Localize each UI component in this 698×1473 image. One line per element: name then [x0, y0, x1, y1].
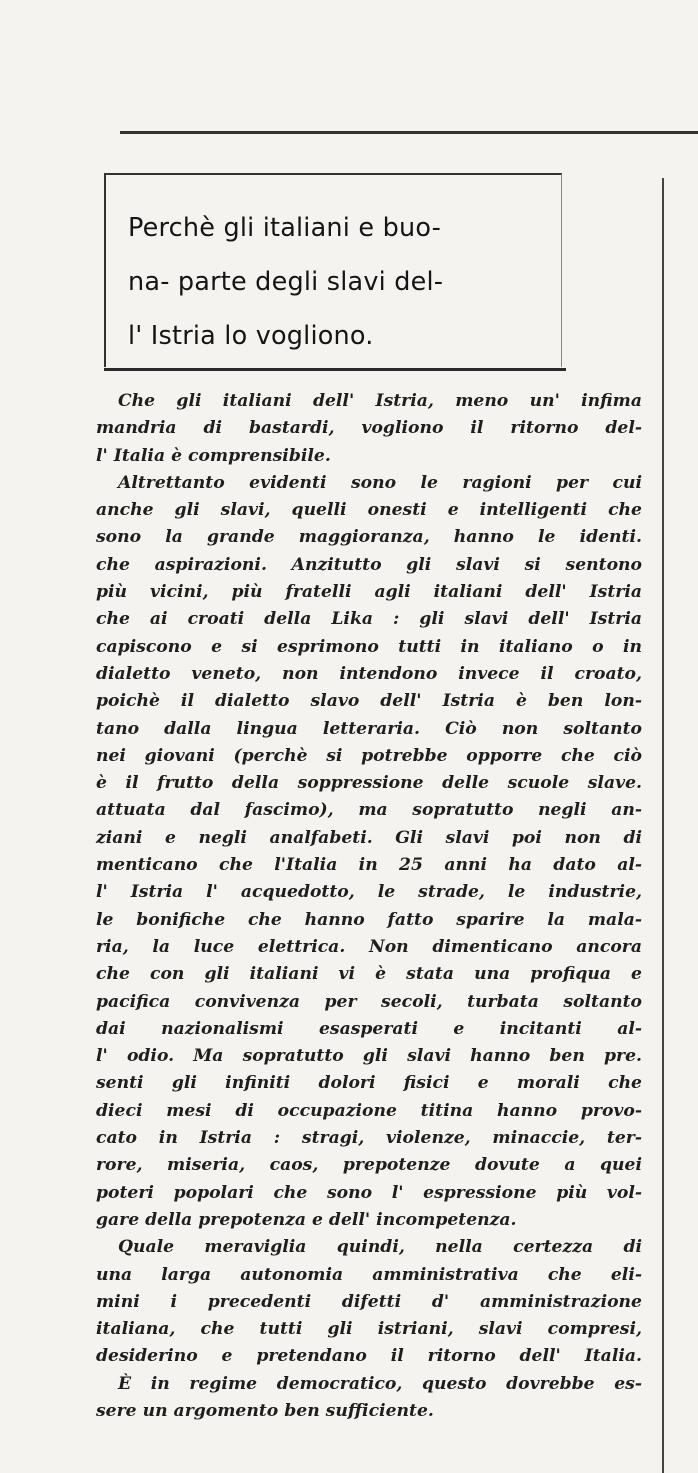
- article-line: desiderino e pretendano il ritorno dell' Italia.: [96, 1346, 642, 1367]
- article-line: È in regime democratico, questo dovrebbe es-: [118, 1373, 642, 1394]
- headline-line: l' Istria lo vogliono.: [128, 321, 374, 351]
- article-line: l' Istria l' acquedotto, le strade, le industrie,: [96, 882, 642, 903]
- article-line: menticano che l'Italia in 25 anni ha dato al-: [96, 855, 642, 876]
- article-line: una larga autonomia amministrativa che eli-: [96, 1264, 642, 1285]
- headline-box: [104, 173, 562, 367]
- article-line: poichè il dialetto slavo dell' Istria è ben lon-: [96, 691, 642, 712]
- article-line: mandria di bastardi, vogliono il ritorno del-: [96, 418, 642, 439]
- article-line: che con gli italiani vi è stata una profiqua e: [96, 964, 642, 985]
- article-line: più vicini, più fratelli agli italiani dell' Istria: [96, 582, 642, 603]
- article-line: ziani e negli analfabeti. Gli slavi poi non di: [96, 827, 642, 848]
- article-line: gare della prepotenza e dell' incompetenza.: [96, 1209, 517, 1230]
- article-line: Che gli italiani dell' Istria, meno un' infima: [118, 391, 642, 411]
- article-line: le bonifiche che hanno fatto sparire la mala-: [96, 909, 642, 930]
- article-line: nei giovani (perchè si potrebbe opporre che ciò: [96, 745, 642, 766]
- headline-box-bottom-rule: [104, 368, 566, 371]
- article-line: l' odio. Ma sopratutto gli slavi hanno ben pre.: [96, 1046, 642, 1067]
- article-line: è il frutto della soppressione delle scuole slave.: [96, 773, 642, 794]
- article-line: sono la grande maggioranza, hanno le identi.: [96, 527, 642, 548]
- column-rule: [662, 178, 664, 1473]
- article-line: tano dalla lingua letteraria. Ciò non soltanto: [96, 718, 642, 739]
- article-line: attuata dal fascimo), ma sopratutto negli an-: [96, 800, 642, 821]
- article-line: senti gli infiniti dolori fisici e morali che: [96, 1073, 642, 1094]
- headline-line: na- parte degli slavi del-: [128, 267, 444, 297]
- article-line: che ai croati della Lika : gli slavi dell' Istria: [96, 609, 642, 630]
- top-rule: [120, 131, 698, 134]
- article-line: dai nazionalismi esasperati e incitanti al-: [96, 1018, 642, 1039]
- headline-line: Perchè gli italiani e buo-: [128, 213, 441, 243]
- article-line: pacifica convivenza per secoli, turbata soltanto: [96, 991, 642, 1012]
- article-line: mini i precedenti difetti d' amministrazione: [96, 1291, 642, 1312]
- article-line: ria, la luce elettrica. Non dimenticano ancora: [96, 936, 642, 957]
- headline: [128, 201, 548, 363]
- article-line: Quale meraviglia quindi, nella certezza di: [118, 1237, 642, 1258]
- article-line: cato in Istria : stragi, violenze, minaccie, ter-: [96, 1128, 642, 1149]
- article-line: sere un argomento ben sufficiente.: [96, 1400, 434, 1421]
- article-line: che aspirazioni. Anzitutto gli slavi si sentono: [96, 554, 642, 575]
- article-body: [96, 388, 642, 1425]
- article-line: l' Italia è comprensibile.: [96, 445, 331, 466]
- article-line: poteri popolari che sono l' espressione più vol-: [96, 1182, 642, 1203]
- article-line: Altrettanto evidenti sono le ragioni per cui: [118, 472, 642, 493]
- article-line: italiana, che tutti gli istriani, slavi compresi,: [96, 1319, 642, 1340]
- article-line: capiscono e si esprimono tutti in italiano o in: [96, 636, 642, 657]
- article-line: rore, miseria, caos, prepotenze dovute a quei: [96, 1155, 642, 1176]
- article-line: dialetto veneto, non intendono invece il croato,: [96, 663, 642, 684]
- article-line: dieci mesi di occupazione titina hanno provo-: [96, 1100, 642, 1121]
- article-line: anche gli slavi, quelli onesti e intelligenti che: [96, 500, 642, 521]
